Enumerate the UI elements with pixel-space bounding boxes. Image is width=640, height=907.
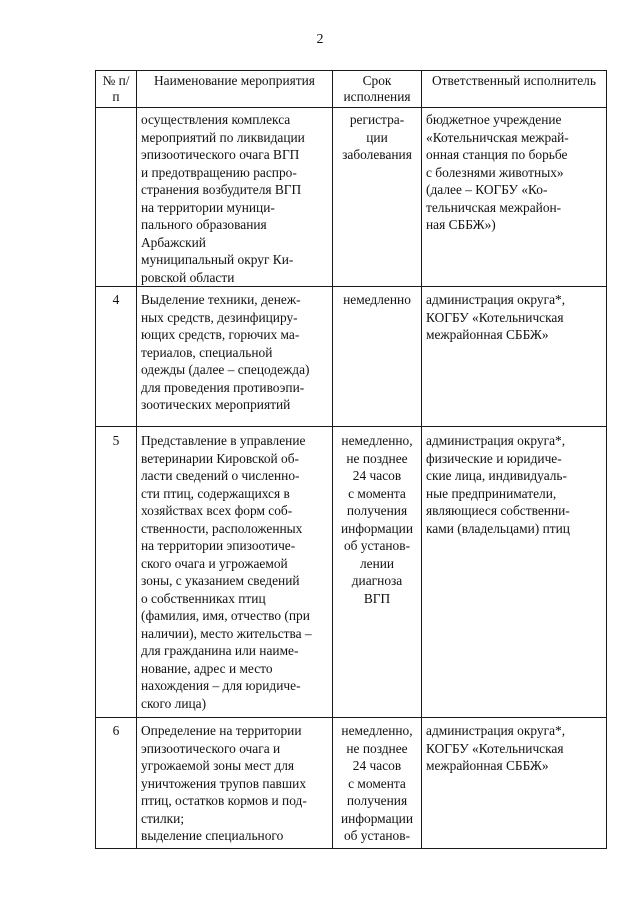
table-header-row <box>96 71 607 108</box>
row-term-cell: регистра- ции заболевания <box>333 108 422 287</box>
row-name-cell: Выделение техники, денеж- ных средств, дезинфициру- ющих средств, горючих ма- териалов, специальной одежды (далее – спецодежда) для проведения противоэпи- зоотических мероприятий <box>137 287 333 427</box>
row-responsible-cell: бюджетное учреждение «Котельничская межрай- онная станция по борьбе с болезнями животных» (далее – КОГБУ «Ко- тельничская межрайон- ная СББЖ») <box>422 108 607 287</box>
row-responsible-cell: администрация округа*, физические и юридиче- ские лица, индивидуаль- ные предприниматели, являющиеся собственни- ками (владельцами) птиц <box>422 427 607 718</box>
row-term-cell: немедленно <box>333 287 422 427</box>
measures-table <box>95 70 607 849</box>
row-num-cell: 5 <box>96 427 137 718</box>
table-row <box>96 718 607 849</box>
row-name-cell: осуществления комплекса мероприятий по ликвидации эпизоотического очага ВГП и предотвращению распро- странения возбудителя ВГП на территории муници- пального образования Арбажский муниципальный округ Ки- ровской области <box>137 108 333 287</box>
row-num-cell: 6 <box>96 718 137 849</box>
row-num-cell <box>96 108 137 287</box>
header-responsible: Ответственный исполнитель <box>422 71 607 108</box>
row-term-cell: немедленно, не позднее 24 часов с момента получения информации об установ- лении диагноза ВГП <box>333 427 422 718</box>
row-name-cell: Определение на территории эпизоотического очага и угрожаемой зоны мест для уничтожения трупов павших птиц, остатков кормов и под- стилки; выделение специального <box>137 718 333 849</box>
header-name: Наименование мероприятия <box>137 71 333 108</box>
row-term-cell: немедленно, не позднее 24 часов с момента получения информации об установ- <box>333 718 422 849</box>
table-row <box>96 108 607 287</box>
row-responsible-cell: администрация округа*, КОГБУ «Котельничская межрайонная СББЖ» <box>422 718 607 849</box>
table-row <box>96 427 607 718</box>
row-responsible-cell: администрация округа*, КОГБУ «Котельничская межрайонная СББЖ» <box>422 287 607 427</box>
page-number: 2 <box>316 32 324 47</box>
row-num-cell: 4 <box>96 287 137 427</box>
header-term: Срок исполнения <box>333 71 422 108</box>
row-name-cell: Представление в управление ветеринарии Кировской об- ласти сведений о численно- сти птиц, содержащихся в хозяйствах всех форм соб- ственности, расположенных на территории эпизоотиче- ского очага и угрожаемой зоны, с указанием сведений о собственниках птиц (фамилия, имя, отчество (при наличии), место жительства – для гражданина или наиме- нование, адрес и место нахождения – для юридиче- ского лица) <box>137 427 333 718</box>
header-num: № п/п <box>96 71 137 108</box>
table-row <box>96 287 607 427</box>
